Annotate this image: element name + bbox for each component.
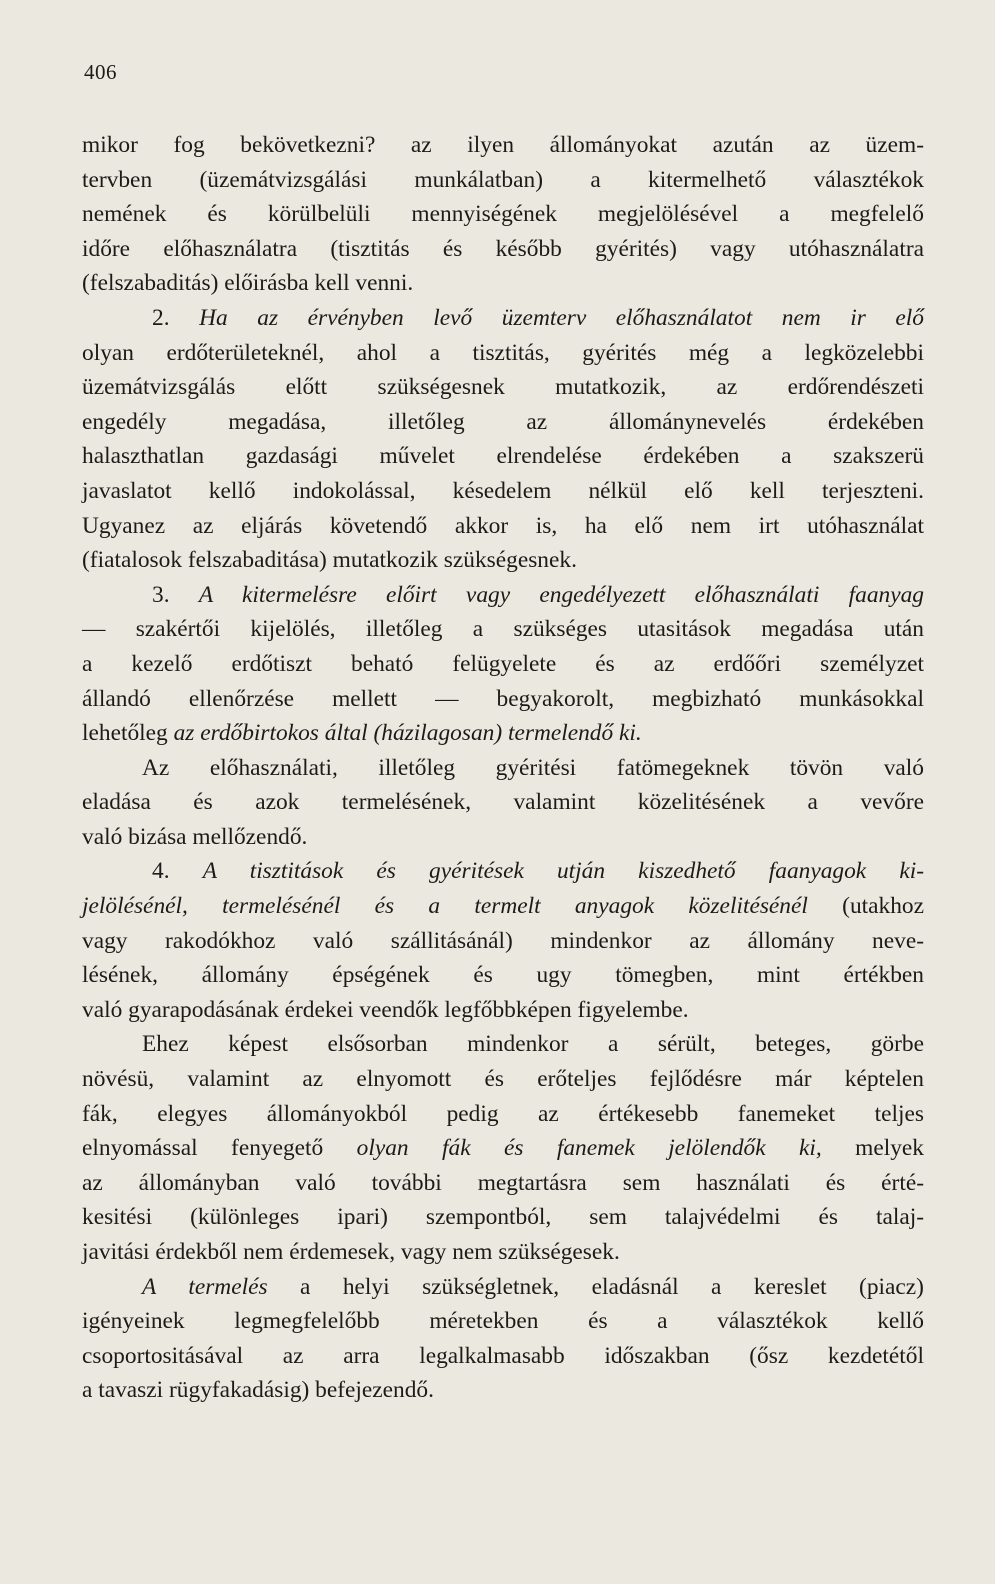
text-run: — szakértői kijelölés, illetőleg a szükséges utasitások megadása után	[82, 616, 924, 643]
text-run: (felszabaditás) előirásba kell venni.	[82, 270, 414, 297]
text-run: növésü, valamint az elnyomott és erőteljes fejlődésre már képtelen	[82, 1066, 924, 1093]
text-run: eladása és azok termelésének, valamint közelitésének a vevőre	[82, 789, 924, 816]
text-run: (fiatalosok felszabaditása) mutatkozik szükségesnek.	[82, 547, 577, 574]
text-line	[82, 751, 924, 786]
page-number: 406	[84, 60, 117, 84]
italic-text: olyan fák és fanemek jelölendők ki,	[356, 1135, 822, 1162]
text-line	[82, 682, 924, 717]
text-run: Ugyanez az eljárás követendő akkor is, ha elő nem irt utóhasználat	[82, 512, 924, 539]
text-line	[82, 197, 924, 232]
text-line	[82, 1062, 924, 1097]
text-line	[82, 958, 924, 993]
text-line	[82, 1339, 924, 1374]
italic-text: A tisztitások és gyéritések utján kiszedhető faanyagok ki-	[202, 858, 924, 885]
text-line	[82, 1200, 924, 1235]
text-run: engedély megadása, illetőleg az állománynevelés érdekében	[82, 408, 924, 435]
text-line	[82, 1097, 924, 1132]
text-run: állandó ellenőrzése mellett — begyakorolt, megbizható munkásokkal	[82, 685, 924, 712]
text-line	[82, 578, 924, 613]
text-run: igényeinek legmegfelelőbb méretekben és a választékok kellő	[82, 1308, 924, 1335]
text-line	[82, 509, 924, 544]
text-line	[82, 612, 924, 647]
text-run: Az előhasználati, illetőleg gyéritési fatömegeknek tövön való	[142, 754, 924, 781]
text-run: 3.	[152, 581, 199, 608]
text-run: (utakhoz	[807, 893, 924, 920]
text-run: a helyi szükségletnek, eladásnál a kereslet (piacz)	[267, 1273, 924, 1300]
text-run: fák, elegyes állományokból pedig az értékesebb fanemeket teljes	[82, 1100, 924, 1127]
text-run: 4.	[152, 858, 203, 885]
text-line	[82, 370, 924, 405]
text-run: lésének, állomány épségének és ugy tömegben, mint értékben	[82, 962, 924, 989]
body-text	[82, 128, 924, 1408]
text-line	[82, 128, 924, 163]
italic-text: A kitermelésre előirt vagy engedélyezett előhasználati faanyag	[198, 581, 925, 608]
text-line	[82, 1166, 924, 1201]
text-line	[82, 993, 924, 1028]
text-line	[82, 474, 924, 509]
text-run: javaslatot kellő indokolással, késedelem nélkül elő kell terjeszteni.	[82, 477, 924, 504]
text-line	[82, 439, 924, 474]
italic-text: A termelés	[142, 1273, 268, 1300]
text-run: lehetőleg	[82, 720, 174, 747]
text-run: nemének és körülbelüli mennyiségének megjelölésével a megfelelő	[82, 201, 924, 228]
text-run: csoportositásával az arra legalkalmasabb időszakban (ősz kezdetétől	[82, 1342, 924, 1369]
text-run: javitási érdekből nem érdemesek, vagy nem szükségesek.	[82, 1239, 620, 1265]
text-run: való bizása mellőzendő.	[82, 823, 308, 850]
text-run: halaszthatlan gazdasági művelet elrendelése érdekében a szakszerü	[82, 443, 924, 470]
text-line	[82, 1373, 924, 1408]
text-run: a tavaszi rügyfakadásig) befejezendő.	[82, 1377, 434, 1404]
text-run: időre előhasználatra (tisztitás és később gyérités) vagy utóhasználatra	[82, 235, 924, 262]
text-line	[82, 854, 924, 889]
text-run: elnyomással fenyegető	[82, 1135, 357, 1162]
text-run: melyek	[821, 1135, 924, 1162]
text-run: az állományban való további megtartásra sem használati és érté-	[82, 1169, 924, 1196]
text-run: mikor fog bekövetkezni? az ilyen állományokat azután az üzem-	[82, 132, 924, 158]
text-run: Ehez képest elsősorban mindenkor a sérült, beteges, görbe	[142, 1031, 924, 1058]
text-run: üzemátvizsgálás előtt szükségesnek mutatkozik, az erdőrendészeti	[82, 374, 924, 401]
text-run: kesitési (különleges ipari) szempontból, sem talajvédelmi és talaj-	[82, 1204, 924, 1231]
text-run: tervben (üzemátvizsgálási munkálatban) a kitermelhető választékok	[82, 166, 924, 193]
text-line	[82, 820, 924, 855]
text-line	[82, 889, 924, 924]
text-line	[82, 1027, 924, 1062]
text-line	[82, 716, 924, 751]
text-line	[82, 543, 924, 578]
text-line	[82, 301, 924, 336]
text-line	[82, 405, 924, 440]
text-run: a kezelő erdőtiszt beható felügyelete és az erdőőri személyzet	[82, 650, 924, 677]
text-line	[82, 785, 924, 820]
text-line	[82, 1304, 924, 1339]
italic-text: Ha az érvényben levő üzemterv előhasználatot nem ir elő	[199, 304, 925, 331]
text-line	[82, 163, 924, 198]
text-line	[82, 1235, 924, 1270]
italic-text: jelölésénél, termelésénél és a termelt anyagok közelitésénél	[82, 893, 808, 920]
text-run: olyan erdőterületeknél, ahol a tisztitás, gyérités még a legközelebbi	[82, 339, 924, 366]
text-line	[82, 336, 924, 371]
text-line	[82, 924, 924, 959]
text-run: való gyarapodásának érdekei veendők legfőbbképen figyelembe.	[82, 996, 689, 1023]
text-run: vagy rakodókhoz való szállitásánál) mindenkor az állomány neve-	[82, 927, 924, 954]
italic-text: az erdőbirtokos által (házilagosan) termelendő ki.	[173, 720, 642, 747]
text-line	[82, 647, 924, 682]
text-line	[82, 266, 924, 301]
text-line	[82, 232, 924, 267]
text-run: 2.	[152, 304, 200, 331]
text-line	[82, 1270, 924, 1305]
text-line	[82, 1131, 924, 1166]
